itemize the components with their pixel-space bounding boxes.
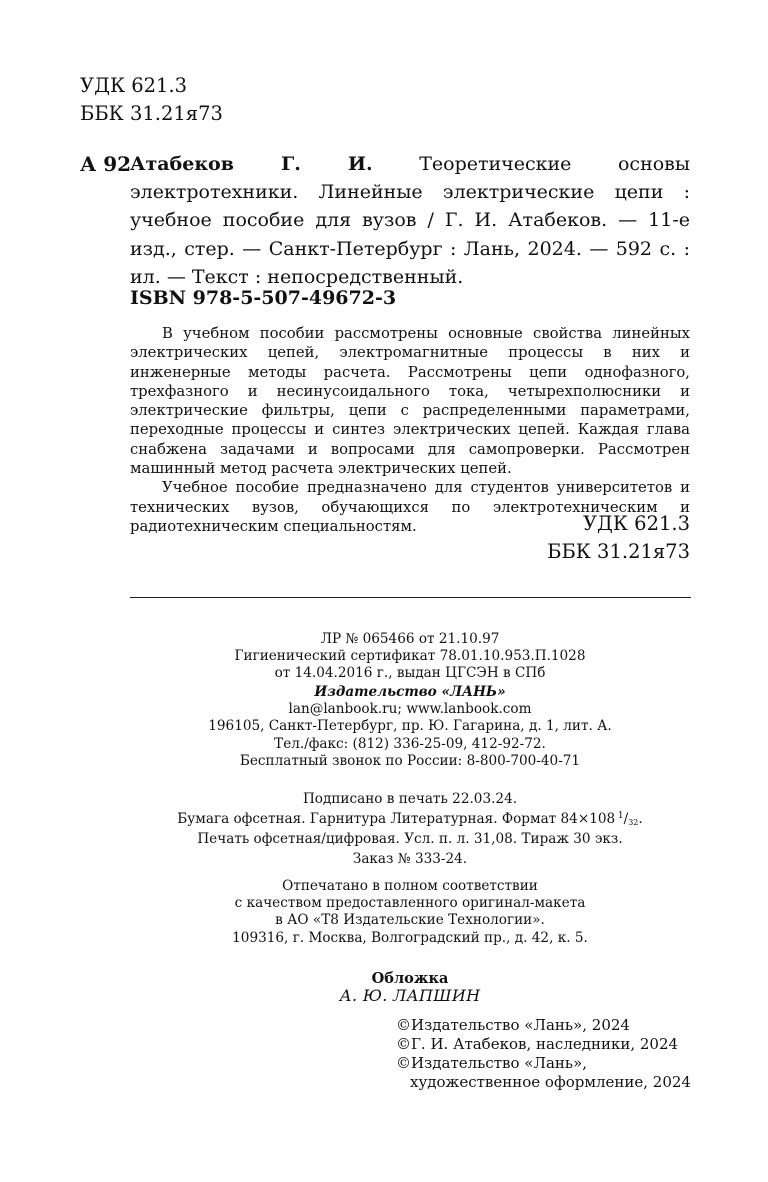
publisher-address: 196105, Санкт-Петербург, пр. Ю. Гагарина, д. 1, лит. А. [208, 718, 612, 735]
bbk-code: ББК 31.21я73 [80, 102, 223, 125]
bbk-code: ББК 31.21я73 [547, 540, 690, 563]
copyright-block [396, 1016, 691, 1092]
abstract-paragraph: Учебное пособие предназначено для студентов университетов и технических вузов, обучающихся по электротехническим и радиотехническим специальностям. [130, 479, 690, 535]
cover-designer: А. Ю. ЛАПШИН [339, 986, 481, 1006]
abstract-paragraph: В учебном пособии рассмотрены основные свойства линейных электрических цепей, электромагнитные процессы в них и инженерные методы расчета. Рассмотрены цепи однофазного, трехфазного и несинусоидального тока, четырехполюсники и электрические фильтры, цепи с распределенными параметрами, переходные процессы и синтез электрических цепей. Каждая глава снабжена задачами и вопросами для самопроверки. Рассмотрен машинный метод расчета электрических цепей. [130, 325, 690, 478]
author-mark: А 92 [80, 152, 132, 176]
copyright-line: ©Издательство «Лань», [396, 1054, 588, 1072]
bibliographic-record [130, 150, 690, 291]
hygiene-certificate: Гигиенический сертификат 78.01.10.953.П.1028 [234, 648, 586, 665]
printed-by-line: Отпечатано в полном соответствии [282, 878, 538, 894]
printed-by [130, 878, 690, 947]
license-info [130, 631, 690, 683]
format-numerator: 1 [617, 811, 624, 822]
order-info [130, 851, 690, 868]
record-description: Теоретические основы электротехники. Линейные электрические цепи : учебное пособие для вузов / Г. И. Атабеков. — 11-е изд., стер. — Санкт-Петербург : Лань, 2024. — 592 с. : ил. — Текст : непосредственный. [130, 153, 690, 288]
publisher-name: Издательство «ЛАНЬ» [314, 684, 506, 700]
publisher-info [130, 684, 690, 770]
publisher-web: lan@lanbook.ru; www.lanbook.com [288, 701, 532, 718]
classification-bottom [547, 510, 690, 566]
copyright-line: ©Г. И. Атабеков, наследники, 2024 [396, 1035, 679, 1053]
printed-by-line: в АО «Т8 Издательские Технологии». [275, 912, 545, 929]
udk-code: УДК 621.3 [582, 512, 690, 535]
printed-by-line: с качеством предоставленного оригинал-макета [234, 895, 586, 912]
paper-format-text: Бумага офсетная. Гарнитура Литературная. Формат 84×108 [177, 811, 616, 828]
license-lr: ЛР № 065466 от 21.10.97 [320, 631, 500, 647]
author-name: Атабеков Г. И. [130, 153, 373, 175]
hygiene-date: от 14.04.2016 г., выдан ЦГСЭН в СПб [274, 665, 546, 682]
format-denominator: 32 [628, 818, 639, 828]
isbn: ISBN 978-5-507-49672-3 [130, 287, 397, 309]
cover-title: Обложка [371, 970, 449, 987]
abstract [130, 324, 690, 536]
signed-to-print: Подписано в печать 22.03.24. [302, 791, 518, 807]
printing-info: Печать офсетная/цифровая. Усл. п. л. 31,08. Тираж 30 экз. [197, 831, 623, 848]
cover-credit [130, 970, 690, 1004]
copyright-line: художественное оформление, 2024 [410, 1073, 691, 1091]
publisher-phone: Тел./факс: (812) 336-25-09, 412-92-72. [274, 735, 546, 752]
printed-by-line: 109316, г. Москва, Волгоградский пр., д. 42, к. 5. [232, 929, 588, 946]
divider [130, 597, 691, 598]
publisher-hotline: Бесплатный звонок по России: 8-800-700-40-71 [239, 752, 581, 769]
udk-code: УДК 621.3 [80, 74, 188, 97]
print-info [130, 791, 690, 849]
classification-top [80, 72, 223, 128]
paper-format: Бумага офсетная. Гарнитура Литературная. Формат 84×108 $^1/_{32}$. [177, 811, 643, 828]
order-number: Заказ № 333-24. [352, 851, 468, 867]
copyright-line: ©Издательство «Лань», 2024 [396, 1016, 630, 1034]
paper-format-suffix: . [638, 811, 643, 828]
